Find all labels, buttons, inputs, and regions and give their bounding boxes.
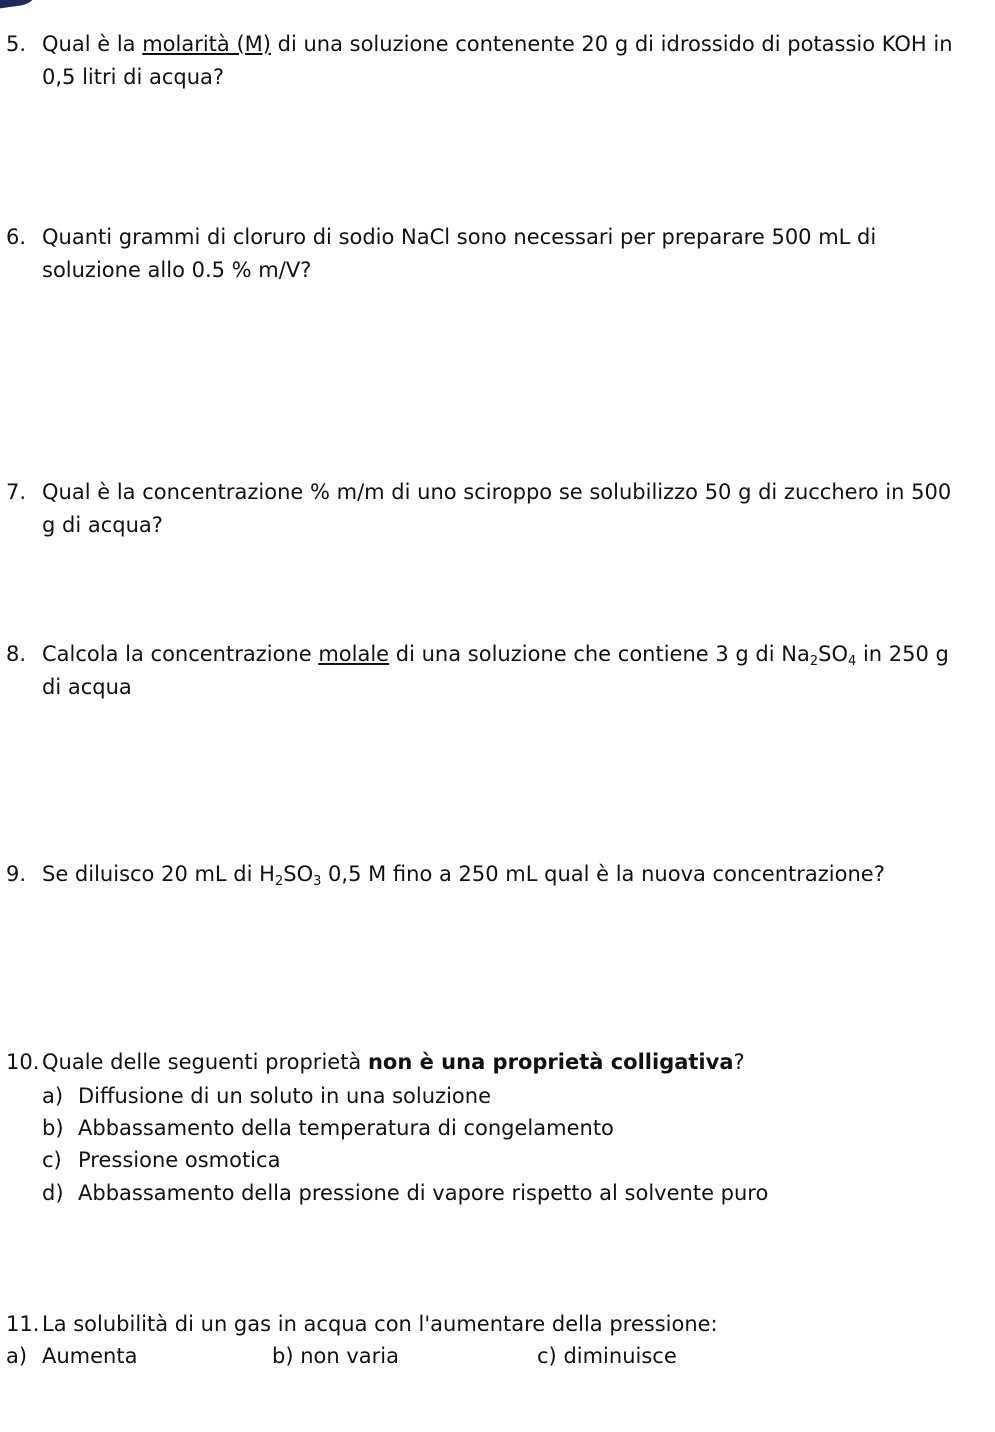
question-number: 6. [6, 225, 27, 249]
corner-mark [0, 0, 41, 9]
question-number: 9. [6, 862, 27, 886]
chemical-formula: $H_2SO_3$ [259, 862, 322, 889]
question-9: 9. Se diluisco 20 mL di $H_2SO_3$ 0,5 M fino a 250 mL qual è la nuova concentrazione? [6, 858, 985, 891]
option-b: b) Abbassamento della temperatura di congelamento [42, 1116, 614, 1140]
question-number: 11. [6, 1312, 40, 1336]
bold-phrase: non è una proprietà colligativa [367, 1050, 734, 1074]
question-number: 8. [6, 642, 27, 666]
underlined-term: molale [318, 642, 390, 666]
chemical-formula: $Na_2SO_4$ [781, 642, 857, 669]
question-6: 6. Quanti grammi di cloruro di sodio NaCl sono necessari per preparare 500 mL di soluzione allo 0.5 % m/V? [6, 221, 985, 287]
option-d: d) Abbassamento della pressione di vapore rispetto al solvente puro [42, 1181, 769, 1205]
underlined-term: molarità (M) [142, 32, 271, 56]
question-11: 11. La solubilità di un gas in acqua con l'aumentare della pressione: [6, 1308, 985, 1341]
option-c: c) diminuisce [537, 1344, 677, 1368]
option-a: a) Aumenta [6, 1344, 138, 1368]
question-number: 5. [6, 32, 27, 56]
question-5: 5. Qual è la molarità (M) di una soluzione contenente 20 g di idrossido di potassio KOH in 0,5 litri di acqua? [6, 28, 985, 94]
question-7: 7. Qual è la concentrazione % m/m di uno sciroppo se solubilizzo 50 g di zucchero in 500 g di acqua? [6, 476, 985, 542]
question-8: 8. Calcola la concentrazione molale di una soluzione che contiene 3 g di $Na_2SO_4$ in 250 g di acqua [6, 638, 985, 704]
question-number: 7. [6, 480, 27, 504]
question-number: 10. [6, 1050, 40, 1074]
option-b: b) non varia [272, 1344, 399, 1368]
option-a: a) Diffusione di un soluto in una soluzione [42, 1084, 491, 1108]
option-c: c) Pressione osmotica [42, 1148, 281, 1172]
question-10: 10. Quale delle seguenti proprietà non è una proprietà colligativa? [6, 1046, 985, 1079]
